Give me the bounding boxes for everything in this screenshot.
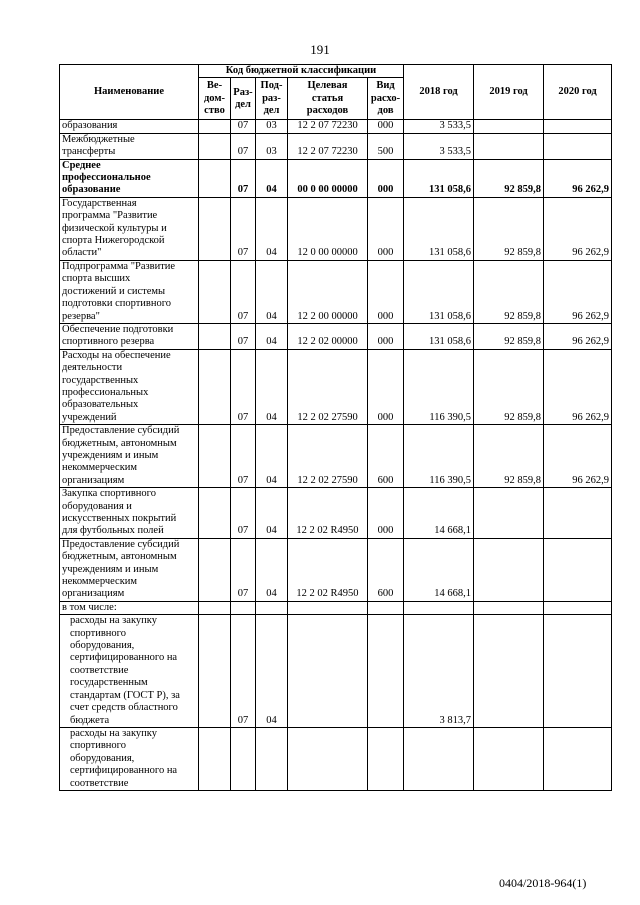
cell-name-line: сертифицированного на — [70, 652, 178, 664]
cell-name-line: достижений и системы — [62, 285, 166, 297]
cell-vid: 000 — [368, 159, 404, 197]
cell-podrazdel: 04 — [256, 260, 288, 323]
cell-target: 12 2 00 00000 — [288, 260, 368, 323]
cell-name-line: спортивного резерва — [62, 336, 155, 348]
cell-razdel: 07 — [231, 133, 256, 159]
cell-name-line: государственным — [70, 677, 148, 689]
cell-razdel — [231, 727, 256, 790]
table-row — [60, 197, 612, 260]
cell-name-line: расходы на закупку — [70, 615, 157, 627]
cell-2020 — [544, 601, 612, 614]
cell-name-line: организациям — [62, 588, 125, 600]
cell-vedomstvo — [199, 133, 231, 159]
cell-podrazdel: 04 — [256, 538, 288, 601]
cell-name — [60, 260, 199, 323]
cell-name-line: профессиональных — [62, 386, 149, 398]
cell-vid — [368, 727, 404, 790]
cell-name-line: программа "Развитие — [62, 210, 158, 222]
cell-2020: 96 262,9 — [544, 425, 612, 488]
cell-target: 12 2 07 72230 — [288, 120, 368, 133]
cell-2020: 96 262,9 — [544, 159, 612, 197]
cell-podrazdel: 04 — [256, 197, 288, 260]
cell-podrazdel: 04 — [256, 615, 288, 728]
cell-2020 — [544, 538, 612, 601]
header-target: Целевая статья расходов — [288, 78, 368, 120]
cell-2019 — [474, 488, 544, 539]
cell-name-line: Государственная — [62, 197, 137, 209]
cell-2019 — [474, 133, 544, 159]
cell-name-line: для футбольных полей — [62, 525, 164, 537]
cell-razdel: 07 — [231, 197, 256, 260]
table-body — [60, 120, 612, 791]
cell-2019 — [474, 615, 544, 728]
cell-2018: 131 058,6 — [404, 159, 474, 197]
cell-name-line: Подпрограмма "Развитие — [62, 260, 176, 272]
cell-name-line: образование — [62, 184, 121, 196]
cell-name-line: спорта высших — [62, 273, 131, 285]
cell-target: 00 0 00 00000 — [288, 159, 368, 197]
cell-name-line: расходы на закупку — [70, 727, 157, 739]
table-row — [60, 260, 612, 323]
cell-vedomstvo — [199, 349, 231, 424]
cell-name-line: резерва" — [62, 310, 100, 322]
cell-name — [60, 323, 199, 349]
cell-name-line: счет средств областного — [70, 702, 178, 714]
cell-vedomstvo — [199, 323, 231, 349]
cell-name — [60, 120, 199, 133]
cell-2019: 92 859,8 — [474, 197, 544, 260]
cell-vedomstvo — [199, 197, 231, 260]
cell-name — [60, 488, 199, 539]
cell-podrazdel: 04 — [256, 349, 288, 424]
cell-vedomstvo — [199, 425, 231, 488]
table-row — [60, 488, 612, 539]
cell-name-line: оборудования, — [70, 640, 135, 652]
cell-podrazdel: 04 — [256, 159, 288, 197]
cell-name-line: профессиональное — [62, 172, 151, 184]
cell-name — [60, 197, 199, 260]
cell-name — [60, 601, 199, 614]
table-row — [60, 538, 612, 601]
cell-2020 — [544, 133, 612, 159]
cell-vid: 000 — [368, 260, 404, 323]
cell-name-line: бюджетным, автономным — [62, 551, 177, 563]
cell-name-line: спортивного — [70, 627, 126, 639]
cell-vid: 600 — [368, 538, 404, 601]
cell-name — [60, 425, 199, 488]
cell-2018 — [404, 727, 474, 790]
cell-target — [288, 727, 368, 790]
cell-target: 12 2 02 R4950 — [288, 488, 368, 539]
cell-razdel: 07 — [231, 260, 256, 323]
cell-vedomstvo — [199, 538, 231, 601]
cell-name-line: организациям — [62, 474, 125, 486]
cell-name-line: Закупка спортивного — [62, 488, 156, 500]
header-razdel: Раз- дел — [231, 78, 256, 120]
cell-target: 12 2 07 72230 — [288, 133, 368, 159]
cell-target: 12 2 02 R4950 — [288, 538, 368, 601]
cell-name-line: трансферты — [62, 146, 116, 158]
cell-name-line: спорта Нижегородской — [62, 235, 165, 247]
cell-name-line: соответствие — [70, 664, 129, 676]
table-row — [60, 323, 612, 349]
cell-name-line: деятельности — [62, 362, 123, 374]
cell-name-line: стандартам (ГОСТ Р), за — [70, 689, 180, 701]
cell-razdel: 07 — [231, 538, 256, 601]
table-row — [60, 133, 612, 159]
cell-2020 — [544, 120, 612, 133]
cell-razdel: 07 — [231, 159, 256, 197]
cell-2020: 96 262,9 — [544, 260, 612, 323]
cell-2018: 14 668,1 — [404, 488, 474, 539]
cell-2019: 92 859,8 — [474, 425, 544, 488]
table-row — [60, 425, 612, 488]
cell-vid: 600 — [368, 425, 404, 488]
cell-name-line: в том числе: — [62, 601, 117, 613]
cell-target — [288, 601, 368, 614]
header-podrazdel: Под- раз- дел — [256, 78, 288, 120]
cell-2019 — [474, 120, 544, 133]
cell-vid: 000 — [368, 349, 404, 424]
cell-2019: 92 859,8 — [474, 323, 544, 349]
cell-name-line: области" — [62, 247, 102, 259]
cell-name-line: учреждениям и иным — [62, 563, 159, 575]
cell-name-line: учреждениям и иным — [62, 449, 159, 461]
table-row — [60, 727, 612, 790]
cell-target: 12 2 02 00000 — [288, 323, 368, 349]
cell-vedomstvo — [199, 615, 231, 728]
header-2019: 2019 год — [474, 65, 544, 120]
cell-name — [60, 615, 199, 728]
cell-2018: 131 058,6 — [404, 323, 474, 349]
cell-name-line: оборудования и — [62, 500, 132, 512]
cell-name-line: образования — [62, 120, 118, 132]
cell-podrazdel: 03 — [256, 133, 288, 159]
cell-name-line: искусственных покрытий — [62, 513, 177, 524]
cell-vedomstvo — [199, 260, 231, 323]
cell-2020: 96 262,9 — [544, 197, 612, 260]
cell-vedomstvo — [199, 488, 231, 539]
header-2018: 2018 год — [404, 65, 474, 120]
cell-razdel: 07 — [231, 615, 256, 728]
cell-name-line: бюджетным, автономным — [62, 437, 177, 449]
cell-name-line: Предоставление субсидий — [62, 425, 180, 437]
cell-target — [288, 615, 368, 728]
cell-name-line: Среднее — [62, 159, 101, 171]
cell-name-line: подготовки спортивного — [62, 298, 172, 310]
cell-2019 — [474, 538, 544, 601]
cell-2018: 14 668,1 — [404, 538, 474, 601]
cell-name — [60, 349, 199, 424]
cell-2018: 131 058,6 — [404, 260, 474, 323]
page-number: 191 — [310, 42, 330, 57]
cell-vid: 000 — [368, 488, 404, 539]
header-code-group: Код бюджетной классификации — [199, 65, 404, 78]
budget-table — [59, 64, 612, 791]
document-code: 0404/2018-964(1) — [499, 876, 587, 890]
cell-2018: 116 390,5 — [404, 425, 474, 488]
table-row — [60, 349, 612, 424]
cell-name — [60, 133, 199, 159]
header-2020: 2020 год — [544, 65, 612, 120]
cell-podrazdel: 04 — [256, 323, 288, 349]
cell-vedomstvo — [199, 120, 231, 133]
cell-name — [60, 538, 199, 601]
header-name: Наименование — [60, 65, 199, 120]
cell-name-line: государственных — [62, 374, 139, 386]
cell-vedomstvo — [199, 601, 231, 614]
cell-vid: 000 — [368, 120, 404, 133]
cell-2018: 3 813,7 — [404, 615, 474, 728]
cell-vid — [368, 601, 404, 614]
cell-podrazdel: 03 — [256, 120, 288, 133]
cell-2019: 92 859,8 — [474, 159, 544, 197]
cell-name-line: физической культуры и — [62, 222, 167, 234]
cell-name-line: соответствие — [70, 777, 129, 789]
cell-vid: 500 — [368, 133, 404, 159]
cell-name-line: учреждений — [62, 411, 117, 423]
cell-name-line: спортивного — [70, 740, 126, 752]
table-row — [60, 159, 612, 197]
cell-name-line: некоммерческим — [62, 576, 138, 588]
cell-podrazdel: 04 — [256, 488, 288, 539]
cell-name-line: бюджета — [70, 714, 110, 726]
cell-name-line: Обеспечение подготовки — [62, 323, 174, 335]
cell-2018: 131 058,6 — [404, 197, 474, 260]
cell-name-line: сертифицированного на — [70, 765, 178, 777]
cell-2020 — [544, 615, 612, 728]
cell-2020: 96 262,9 — [544, 349, 612, 424]
cell-razdel: 07 — [231, 488, 256, 539]
cell-razdel: 07 — [231, 349, 256, 424]
cell-2018: 3 533,5 — [404, 120, 474, 133]
cell-vedomstvo — [199, 159, 231, 197]
table-row — [60, 601, 612, 614]
cell-razdel — [231, 601, 256, 614]
cell-podrazdel: 04 — [256, 425, 288, 488]
cell-2020 — [544, 488, 612, 539]
cell-target: 12 2 02 27590 — [288, 425, 368, 488]
cell-2019: 92 859,8 — [474, 260, 544, 323]
cell-target: 12 0 00 00000 — [288, 197, 368, 260]
header-vid: Вид расхо- дов — [368, 78, 404, 120]
cell-vid: 000 — [368, 323, 404, 349]
cell-podrazdel — [256, 601, 288, 614]
cell-name — [60, 727, 199, 790]
table-row — [60, 615, 612, 728]
cell-podrazdel — [256, 727, 288, 790]
cell-2020: 96 262,9 — [544, 323, 612, 349]
cell-name-line: Расходы на обеспечение — [62, 349, 171, 361]
cell-target: 12 2 02 27590 — [288, 349, 368, 424]
cell-name-line: образовательных — [62, 399, 139, 411]
cell-2019 — [474, 727, 544, 790]
cell-2018 — [404, 601, 474, 614]
cell-2018: 116 390,5 — [404, 349, 474, 424]
cell-razdel: 07 — [231, 425, 256, 488]
cell-name-line: некоммерческим — [62, 462, 138, 474]
cell-2020 — [544, 727, 612, 790]
cell-razdel: 07 — [231, 120, 256, 133]
cell-2019: 92 859,8 — [474, 349, 544, 424]
cell-name-line: Межбюджетные — [62, 133, 135, 145]
cell-2019 — [474, 601, 544, 614]
cell-name-line: оборудования, — [70, 752, 135, 764]
header-vedomstvo: Ве- дом- ство — [199, 78, 231, 120]
cell-vid — [368, 615, 404, 728]
cell-name — [60, 159, 199, 197]
cell-vid: 000 — [368, 197, 404, 260]
cell-vedomstvo — [199, 727, 231, 790]
table-row — [60, 120, 612, 133]
cell-razdel: 07 — [231, 323, 256, 349]
cell-2018: 3 533,5 — [404, 133, 474, 159]
cell-name-line: Предоставление субсидий — [62, 538, 180, 550]
